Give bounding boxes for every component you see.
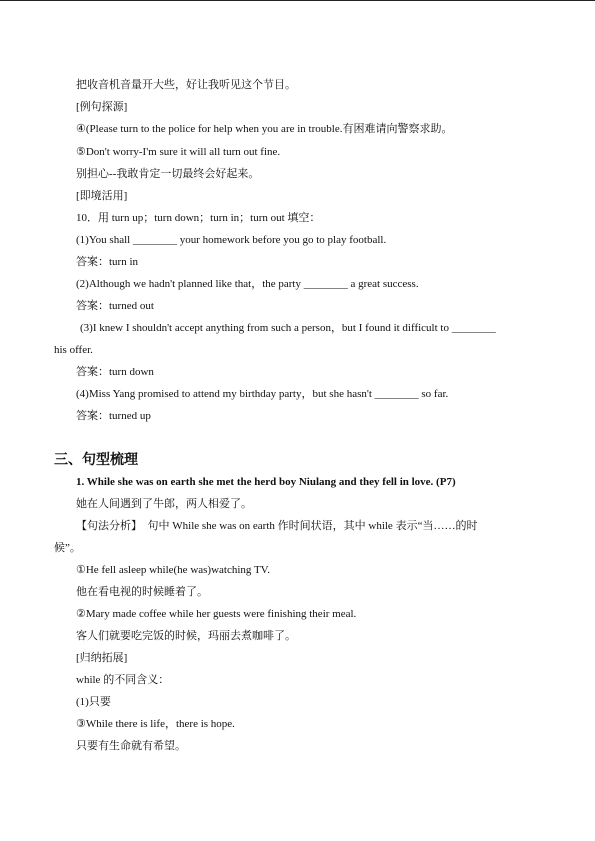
answer-2: 答案：turned out — [76, 300, 154, 312]
while-meanings-title: while 的不同含义： — [76, 674, 170, 686]
question-3-line-1: (3)I knew I shouldn't accept anything from such a person，but I found it difficult to ________ — [80, 322, 496, 334]
question-1: (1)You shall ________ your homework before you go to play football. — [76, 234, 387, 246]
question-10-title: 10．用 turn up；turn down；turn in；turn out 填空： — [76, 212, 321, 224]
example-1: ①He fell asleep while(he was)watching TV. — [76, 564, 270, 576]
sentence-1-translation: 她在人间遇到了牛郎，两人相爱了。 — [76, 498, 252, 510]
syntax-analysis-line-2: 候”。 — [54, 542, 81, 554]
sentence-1: 1. While she was on earth she met the herd boy Niulang and they fell in love. (P7) — [76, 476, 456, 488]
source-tag: [例句探源] — [76, 101, 128, 113]
example-1-translation: 他在看电视的时候睡着了。 — [76, 586, 208, 598]
extend-tag: [归纳拓展] — [76, 652, 128, 664]
answer-1: 答案：turn in — [76, 256, 139, 268]
practice-tag: [即境活用] — [76, 190, 128, 202]
example-5-translation: 别担心--我敢肯定一切最终会好起来。 — [76, 168, 260, 180]
question-2: (2)Although we hadn't planned like that，the party ________ a great success. — [76, 278, 419, 290]
syntax-analysis-line-1: 【句法分析】 句中 While she was on earth 作时间状语，其中 while 表示“当……的时 — [76, 520, 478, 532]
answer-4: 答案：turned up — [76, 410, 151, 422]
question-4: (4)Miss Yang promised to attend my birthday party，but she hasn't ________ so far. — [76, 388, 449, 400]
answer-3: 答案：turn down — [76, 366, 154, 378]
example-2-translation: 客人们就要吃完饭的时候，玛丽去煮咖啡了。 — [76, 630, 296, 642]
section-heading: 三、句型梳理 — [54, 452, 138, 468]
question-3-line-2: his offer. — [54, 344, 93, 356]
meaning-1: (1)只要 — [76, 696, 111, 708]
example-2: ②Mary made coffee while her guests were finishing their meal. — [76, 608, 357, 620]
example-5: ⑤Don't worry-I'm sure it will all turn out fine. — [76, 146, 281, 158]
example-3: ③While there is life，there is hope. — [76, 718, 235, 730]
example-3-translation: 只要有生命就有希望。 — [76, 740, 186, 752]
intro-sentence: 把收音机音量开大些，好让我听见这个节目。 — [76, 79, 296, 91]
example-4: ④(Please turn to the police for help when you are in trouble.有困难请向警察求助。 — [76, 123, 453, 135]
